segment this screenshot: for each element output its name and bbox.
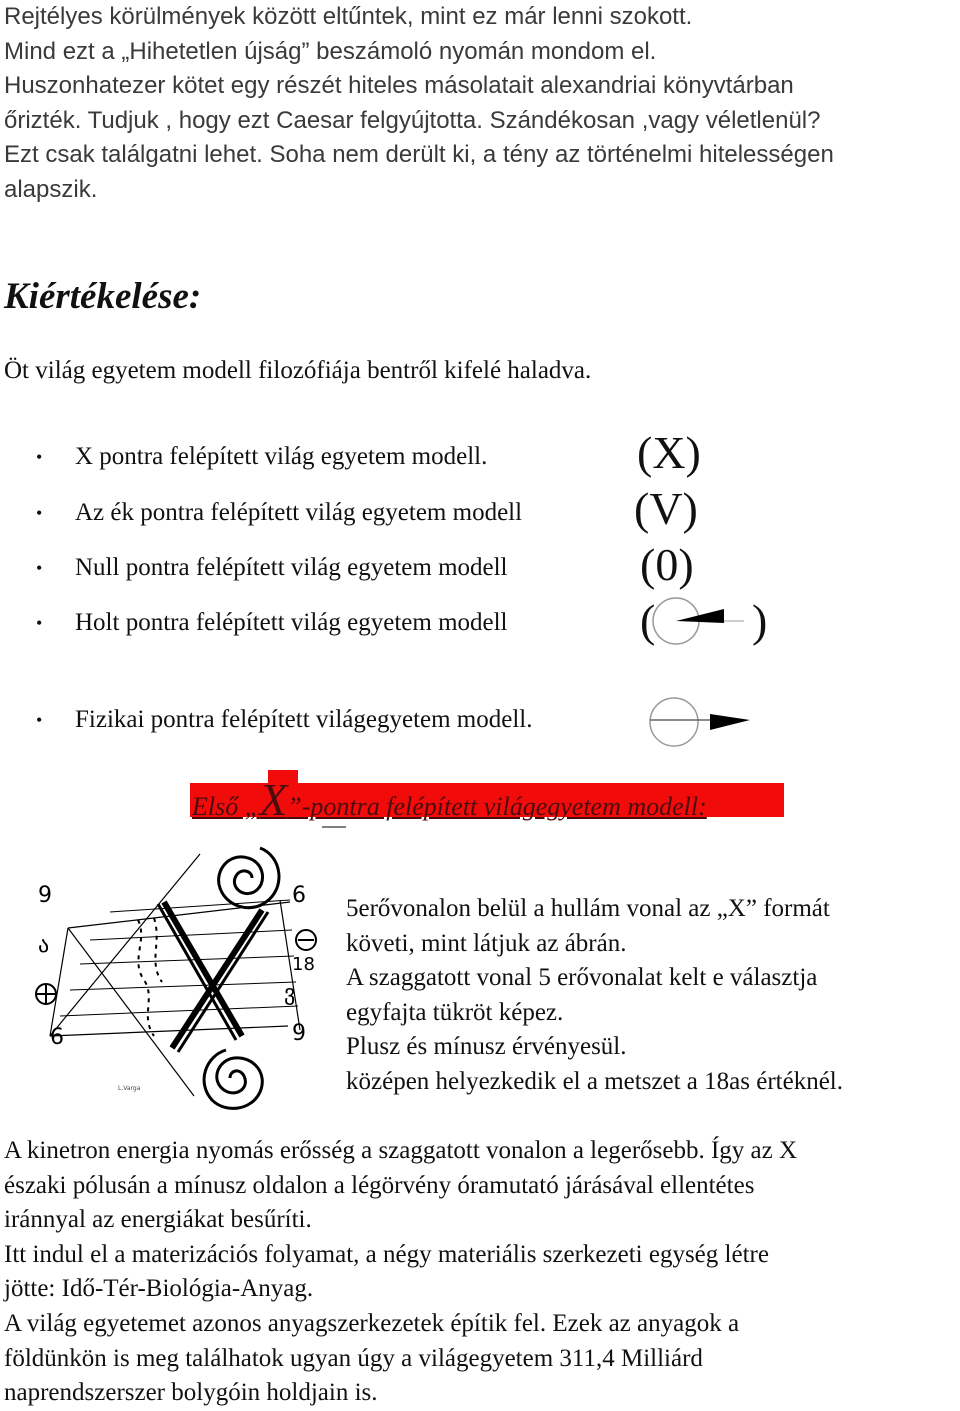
description-line: Plusz és mínusz érvényesül.	[346, 1033, 627, 1061]
body-line: naprendszerszer bolygóin holdjain is.	[4, 1379, 378, 1407]
bullet-marker: •	[36, 503, 43, 523]
list-item-text: Null pontra felépített világ egyetem modell	[75, 554, 508, 581]
symbol-x: (X)	[637, 427, 701, 478]
bullet-marker: •	[36, 613, 43, 633]
symbol-close-paren: )	[752, 595, 768, 646]
body-line: iránnyal az energiákat besűríti.	[4, 1206, 312, 1234]
intro-line: őrizték. Tudjuk , hogy ezt Caesar felgyújtotta. Szándékosan ,vagy véletlenül?	[4, 106, 821, 134]
body-line: A világ egyetemet azonos anyagszerkezetek építik fel. Ezek az anyagok a	[4, 1309, 740, 1337]
list-item-text: Fizikai pontra felépített világegyetem modell.	[75, 706, 533, 733]
body-paragraph	[4, 1134, 956, 1411]
diagram-frame-apex-left	[50, 854, 200, 1036]
diagram-frame-left	[50, 928, 68, 1036]
diagram-right-label: ვ	[284, 981, 296, 1006]
diagram-spiral-bottom	[204, 1050, 262, 1108]
section-subtitle: Öt világ egyetem modell filozófiája bentről kifelé haladva.	[4, 357, 592, 384]
banner-title	[192, 776, 707, 831]
diagram-right-label: 18	[292, 954, 315, 975]
body-line: Itt indul el a materizációs folyamat, a négy materiális szerkezeti egység létre	[4, 1240, 769, 1268]
diagram-description	[346, 892, 946, 1100]
bullet-marker: •	[36, 558, 43, 578]
list-item-text: X pontra felépített világ egyetem modell.	[75, 443, 488, 470]
body-line: földünkön is meg találhatok ugyan úgy a világegyetem 311,4 Milliárd	[4, 1344, 703, 1372]
diagram-force-line	[90, 930, 292, 940]
dead-point-icon	[652, 593, 752, 649]
intro-line: alapszik.	[4, 175, 98, 203]
list-item-text: Az ék pontra felépített világ egyetem modell	[75, 499, 523, 526]
description-line: középen helyezkedik el a metszet a 18as értéknél.	[346, 1067, 843, 1095]
banner-x: X	[259, 774, 288, 825]
description-line: A szaggatott vonal 5 erővonalat kelt e választja	[346, 964, 818, 992]
diagram-frame-bottom	[50, 1026, 288, 1036]
diagram-spiral-top	[219, 848, 279, 908]
diagram-force-line	[70, 982, 296, 990]
body-line: északi pólusán a mínusz oldalon a légörvény óramutató járásával ellentétes	[4, 1171, 755, 1199]
diagram-dashed-wave	[138, 918, 162, 1036]
intro-line: Huszonhatezer kötet egy részét hiteles másolatait alexandriai könyvtárban	[4, 72, 794, 99]
symbol-v: (V)	[634, 483, 698, 534]
banner-suffix: ”-pontra felépített világegyetem modell:	[287, 792, 707, 821]
intro-line: Rejtélyes körülmények között eltűntek, mint ez már lenni szokott.	[4, 3, 693, 30]
list-item-text: Holt pontra felépített világ egyetem modell	[75, 609, 508, 636]
section-heading: Kiértékelése:	[4, 276, 202, 317]
bullet-marker: •	[36, 447, 43, 467]
diagram-right-label: 9	[292, 1021, 306, 1046]
diagram-right-label: 6	[292, 883, 306, 908]
diagram-left-label: ა	[38, 933, 50, 958]
body-line: jötte: Idő-Tér-Biológia-Anyag.	[4, 1275, 314, 1303]
bullet-marker: •	[36, 710, 43, 730]
physical-point-icon	[648, 696, 758, 750]
symbol-zero: (0)	[640, 539, 694, 590]
banner-prefix: Első „	[192, 792, 260, 821]
description-line: 5erővonalon belül a hullám vonal az „X” formát	[346, 895, 830, 922]
intro-line: Mind ezt a „Hihetetlen újság” beszámoló nyomán mondom el.	[4, 37, 657, 65]
description-line: egyfajta tükröt képez.	[346, 998, 564, 1026]
x-model-diagram	[30, 840, 340, 1115]
diagram-force-line	[110, 900, 290, 912]
intro-line: Ezt csak találgatni lehet. Soha nem derült ki, a tény az történelmi hitelességen	[4, 141, 834, 168]
body-line: A kinetron energia nyomás erősség a szaggatott vonalon a legerősebb. Így az X	[4, 1137, 798, 1164]
description-line: követi, mint látjuk az ábrán.	[346, 929, 627, 957]
diagram-frame-apex-right	[68, 928, 194, 1096]
symbol-open-paren: (	[640, 595, 656, 646]
diagram-left-label: 9	[38, 883, 52, 908]
diagram-signature: L.Varga	[118, 1085, 141, 1092]
banner-underline-mark	[320, 824, 350, 830]
diagram-force-line	[60, 1006, 298, 1016]
diagram-left-label: 6	[50, 1025, 64, 1050]
